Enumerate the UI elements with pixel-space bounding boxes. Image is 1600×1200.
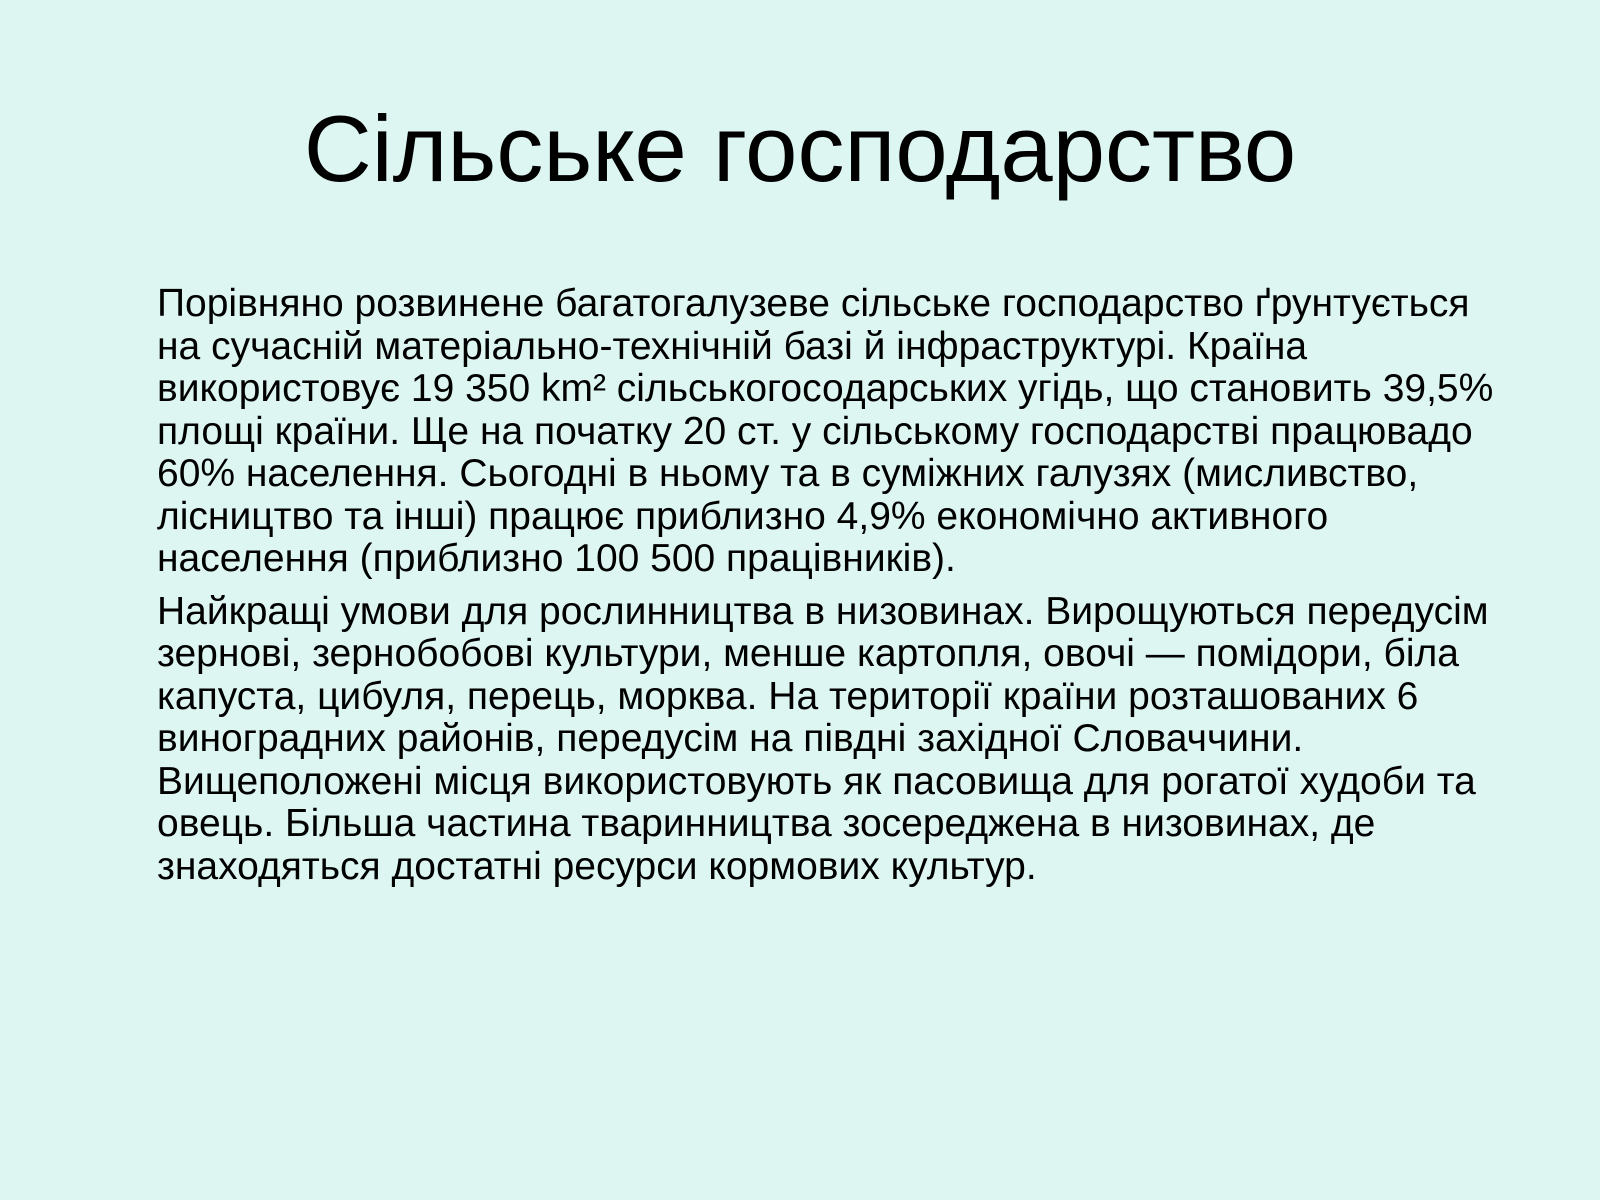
paragraph-agriculture-overview: Порівняно розвинене багатогалузеве сільське господарство ґрунтується на сучасній матеріально-технічній базі й інфраструктурі. Країна використовує 19 350 km² сільськогосодарських угідь, що становить 39,5% площі країни. Ще на початку 20 ст. у сільському господарстві працювадо 60% населення. Сьогодні в ньому та в суміжних галузях (мисливство, лісництво та інші) працює приблизно 4,9% економічно активного населення (приблизно 100 500 працівників). bbox=[157, 282, 1494, 580]
slide-body bbox=[157, 283, 1507, 898]
slide-title: Сільське господарство bbox=[303, 96, 1297, 201]
paragraph-crop-production: Найкращі умови для рослинництва в низовинах. Вирощуються передусім зернові, зернобобові культури, менше картопля, овочі — помідори, біла капуста, цибуля, перець, морква. На території країни розташованих 6 виноградних районів, передусім на півдні західної Словаччини. Вищеположені місця використовують як пасовища для рогатої худоби та овець. Більша частина тваринництва зосереджена в низовинах, де знаходяться достатні ресурси кормових культур. bbox=[157, 589, 1489, 888]
